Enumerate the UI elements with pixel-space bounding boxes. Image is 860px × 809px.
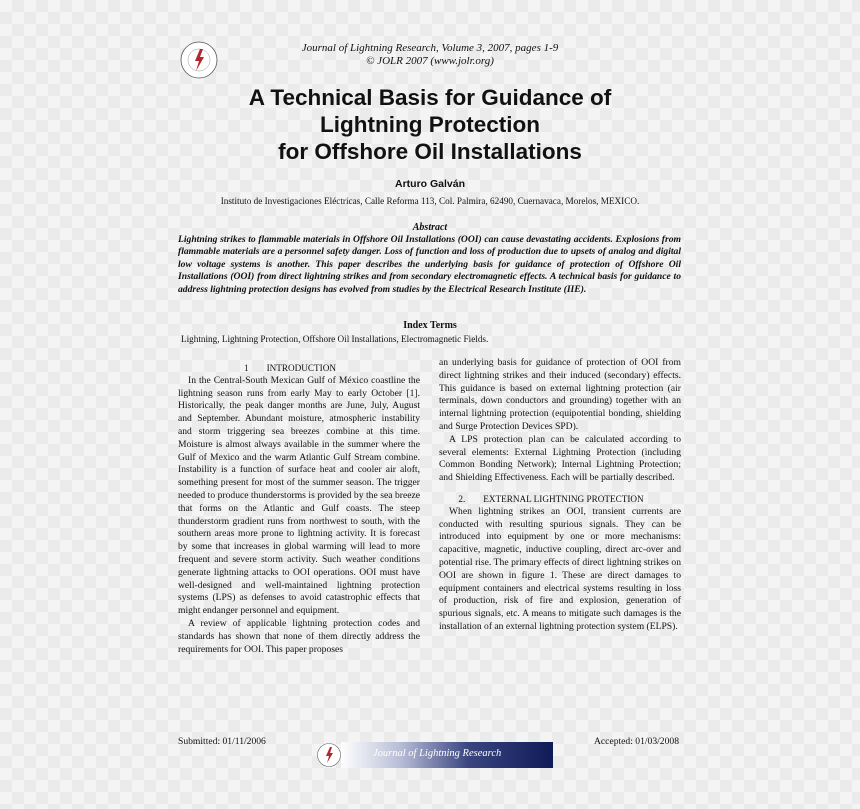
section-2-number: 2. — [458, 493, 466, 504]
author-affiliation: Instituto de Investigaciones Eléctricas, Calle Reforma 113, Col. Palmira, 62490, Cuernavaca, Morelos, MEXICO. — [220, 196, 640, 206]
journal-banner — [341, 742, 553, 768]
author-name: Arturo Galván — [394, 178, 465, 190]
intro-paragraph-2: A review of applicable lightning protection codes and standards has shown that none of them directly address the requirements for OOI. This paper proposes — [178, 617, 420, 655]
paper-title — [120, 84, 740, 165]
section-2-title: EXTERNAL LIGHTNING PROTECTION — [483, 493, 644, 504]
title-line-1: A Technical Basis for Guidance of — [248, 85, 612, 110]
abstract-text: Lightning strikes to flammable materials in Offshore Oil Installations (OOI) can cause devastating accidents. Explosions from flammable materials are a personnel safety danger. Loss of function and loss of production due to upsets of analog and digital low voltage systems is another. This paper describes the underlying basis for guidance of protection of Offshore Oil Installations (OOI) from direct lightning strikes and from secondary electromagnetic effects. A technical basis for guidance to address lightning protection designs has evolved from studies by the Electrical Research Institute (IIE). — [178, 234, 681, 295]
index-terms-text: Lightning, Lightning Protection, Offshore Oil Installations, Electromagnetic Fields. — [181, 334, 489, 344]
section-1-title: INTRODUCTION — [266, 363, 336, 373]
title-line-2: Lightning Protection — [320, 112, 540, 137]
section-2-heading — [439, 493, 681, 506]
section-1-number: 1 — [243, 363, 249, 373]
submitted-date: Submitted: 01/11/2006 — [178, 736, 266, 747]
abstract-heading: Abstract — [412, 222, 448, 233]
left-column — [178, 362, 420, 656]
banner-title: Journal of Lightning Research — [373, 748, 502, 759]
footer-seal-logo — [316, 742, 342, 768]
title-line-3: for Offshore Oil Installations — [278, 139, 582, 164]
intro-paragraph-4: A LPS protection plan can be calculated according to several elements: External Lightning Protection (including Common Bonding Network); Internal Lightning Protection; and Shielding Effectiveness. Each will be partially described. — [439, 433, 681, 484]
intro-paragraph-1: In the Central-South Mexican Gulf of México coastline the lightning season runs from early May to early October [1]. Historically, the peak danger months are June, July, August and September. Abundant moisture, atmospheric instability and storm triggering sea breezes combine at this time. Moisture is almost always available in the summer where the Gulf of Mexico and the warm Atlantic Gulf Stream combine. Instability is a function of surface heat and cooler air aloft, something present for most of the summer season. The trigger needed to produce thunderstorms is provided by the sea breeze that forms on the Atlantic and Gulf coasts. The steep thunderstorm gradient runs from northwest to south, with the southern areas more prone to lightning activity. It is forecast by some that increases in global warming will lead to more frequent and severe storm activity. Such weather conditions generate lightning attacks to OOI operations. OOI must have well-designed and well-maintained lightning protection systems (LPS) as defenses to avoid catastrophic effects that might endanger personnel and equipment. — [178, 374, 420, 617]
section-2-paragraph-1: When lightning strikes an OOI, transient currents are conducted with resulting spurious signals. They can be introduced into equipment by one or more mechanisms: capacitive, magnetic, inductive coupling, direct arc-over and potential rise. The primary effects of direct lightning strikes on OOI are shown in figure 1. These are direct damages to equipment containers and electrical systems resulting in loss of production, risk of fire and explosion, generation of spurious signals, etc. A means to mitigate such damages is the installation of an external lightning protection system (ELPS). — [439, 505, 681, 632]
journal-copyright: © JOLR 2007 (www.jolr.org) — [366, 55, 494, 67]
section-1-heading — [178, 362, 420, 375]
intro-paragraph-3: an underlying basis for guidance of protection of OOI from direct lightning strikes and their induced (secondary) effects. This guidance is based on external lightning protection (air terminals, down conductors and grounding) together with an internal lightning protection (equipotential bonding, shielding and Surge Protection Devices SPD). — [439, 357, 681, 432]
journal-citation: Journal of Lightning Research, Volume 3, 2007, pages 1-9 — [301, 42, 559, 54]
accepted-date: Accepted: 01/03/2008 — [594, 736, 679, 747]
index-terms-heading: Index Terms — [403, 320, 457, 331]
right-column — [439, 357, 681, 634]
